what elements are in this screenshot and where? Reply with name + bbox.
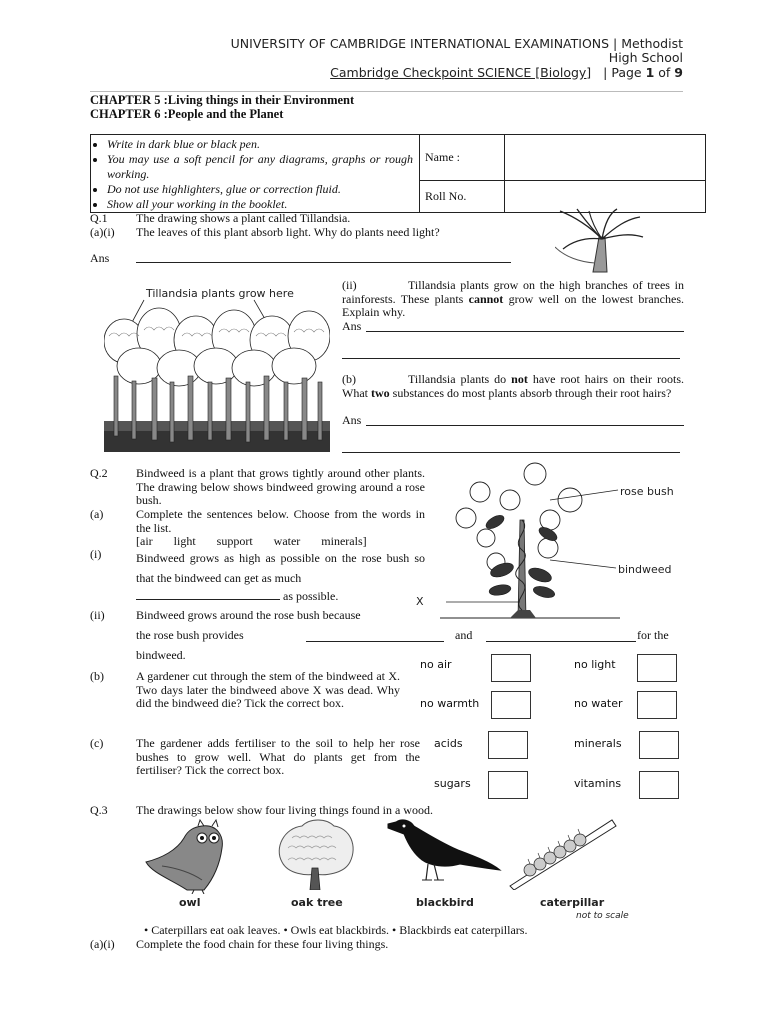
q2-word-list: [air light support water minerals] — [136, 534, 367, 548]
q1-ii-answer-line-1[interactable] — [366, 331, 684, 332]
tick-box-minerals[interactable] — [639, 731, 679, 759]
blackbird-drawing — [384, 816, 502, 888]
bindweed-label: bindweed — [618, 563, 672, 576]
q2-intro: Bindweed is a plant that grows tightly around other plants. The drawing below shows bindweed growing around a rose bush. — [136, 466, 425, 507]
q2-i-label: (i) — [90, 547, 102, 561]
q2-b-label: (b) — [90, 669, 104, 683]
instruction-item: • You may use a soft pencil for any diagrams, graphs or rough working. — [107, 152, 413, 182]
option-no-air: no air — [420, 658, 452, 671]
instruction-item: • Show all your working in the booklet. — [107, 197, 413, 212]
q3-intro: The drawings below show four living things found in a wood. — [136, 803, 433, 817]
q3-facts: • Caterpillars eat oak leaves. • Owls eat blackbirds. • Blackbirds eat caterpillars. — [144, 923, 528, 937]
q2-ii-blank-1[interactable] — [306, 641, 444, 642]
q2-ii-bindweed: bindweed. — [136, 648, 186, 662]
not-to-scale-note: not to scale — [576, 911, 629, 921]
q2-ii-for-the: for the — [637, 628, 669, 642]
instructions-list — [91, 135, 419, 212]
x-marker-label: X — [416, 595, 424, 608]
name-label: Name : — [425, 150, 460, 164]
name-field[interactable] — [505, 135, 705, 181]
q2-ii-and: and — [455, 628, 473, 642]
caterpillar-drawing — [508, 816, 618, 890]
name-label-cell — [420, 135, 505, 181]
option-no-water: no water — [574, 697, 623, 710]
oak-tree-label: oak tree — [291, 896, 343, 909]
option-sugars: sugars — [434, 777, 471, 790]
q1-b-answer-line-2[interactable] — [342, 452, 680, 453]
tick-box-no-air[interactable] — [491, 654, 531, 682]
tick-box-vitamins[interactable] — [639, 771, 679, 799]
q2-ii-blank-2[interactable] — [486, 641, 636, 642]
tick-box-no-light[interactable] — [637, 654, 677, 682]
q2-a-question: Complete the sentences below. Choose from the words in the list. — [136, 507, 425, 535]
header-line-2: High School — [608, 50, 683, 65]
q1-b-label: (b) — [342, 372, 356, 386]
chapter-6-title: CHAPTER 6 :People and the Planet — [90, 107, 284, 121]
q1-b-answer-line-1[interactable] — [366, 425, 684, 426]
q1-ii-question: Tillandsia plants grow on the high branches of trees in rainforests. These plants cannot grow well on the lowest branches. Explain why. — [342, 278, 684, 319]
instruction-item: • Write in dark blue or black pen. — [107, 137, 413, 152]
header-line-1: UNIVERSITY OF CAMBRIDGE INTERNATIONAL EXAMINATIONS | Methodist — [230, 36, 683, 51]
q2-ii-line-1-text: Bindweed grows around the rose bush because — [136, 608, 361, 622]
tillandsia-drawing — [555, 207, 645, 273]
option-minerals: minerals — [574, 737, 622, 750]
page-of: of — [654, 65, 675, 80]
q1-ans-label: Ans — [90, 251, 110, 265]
q2-i-blank[interactable] — [136, 588, 280, 600]
q3-ai-question: Complete the food chain for these four living things. — [136, 937, 389, 951]
q2-c-question: The gardener adds fertiliser to the soil to help her rose bushes to grow well. What do plants get from the fertiliser? Tick the correct box. — [136, 736, 420, 777]
blackbird-label: blackbird — [416, 896, 474, 909]
q1-ai-label: (a)(i) — [90, 225, 115, 239]
q1-ai-question: The leaves of this plant absorb light. Why do plants need light? — [136, 225, 440, 239]
q1-b-ans-label: Ans — [342, 413, 362, 427]
option-vitamins: vitamins — [574, 777, 622, 790]
tick-box-no-warmth[interactable] — [491, 691, 531, 719]
instruction-item: • Do not use highlighters, glue or correction fluid. — [107, 182, 413, 197]
q1-ii-label: (ii) — [342, 278, 357, 292]
q2-i-completion: as possible. — [136, 588, 338, 604]
q1-ai-answer-line[interactable] — [136, 262, 511, 263]
tick-box-sugars[interactable] — [488, 771, 528, 799]
header-divider — [90, 91, 683, 92]
tick-box-acids[interactable] — [488, 731, 528, 759]
owl-label: owl — [179, 896, 201, 909]
q2-c-label: (c) — [90, 736, 104, 750]
oak-tree-drawing — [274, 818, 356, 890]
q2-number: Q.2 — [90, 466, 108, 480]
caterpillar-label: caterpillar — [540, 896, 605, 909]
q3-number: Q.3 — [90, 803, 108, 817]
forest-caption: Tillandsia plants grow here — [146, 287, 294, 300]
header-line-3 — [128, 65, 683, 80]
rainforest-drawing — [104, 296, 330, 452]
q2-i-question: Bindweed grows as high as possible on the rose bush so that the bindweed can get as much — [136, 551, 425, 585]
roll-label-cell — [420, 181, 505, 212]
q3-ai-label: (a)(i) — [90, 937, 115, 951]
subject-title: Cambridge Checkpoint SCIENCE [Biology] — [330, 65, 592, 80]
q2-b-question: A gardener cut through the stem of the bindweed at X. Two days later the bindweed above X was dead. Why did the bindweed die? Tick the correct box. — [136, 669, 400, 710]
q1-intro: The drawing shows a plant called Tillandsia. — [136, 211, 351, 225]
owl-drawing — [142, 818, 237, 894]
instructions-cell — [91, 135, 420, 212]
page-total: 9 — [674, 65, 683, 80]
q2-ii-label: (ii) — [90, 608, 105, 622]
option-acids: acids — [434, 737, 463, 750]
q1-ii-ans-label: Ans — [342, 319, 362, 333]
q1-number: Q.1 — [90, 211, 108, 225]
q1-ii-answer-line-2[interactable] — [342, 358, 680, 359]
q2-ii-line-2-text: the rose bush provides — [136, 628, 244, 642]
chapter-5-title: CHAPTER 5 :Living things in their Environment — [90, 93, 355, 107]
rose-bush-drawing — [440, 460, 690, 620]
tick-box-no-water[interactable] — [637, 691, 677, 719]
option-no-warmth: no warmth — [420, 697, 480, 710]
page-number: 1 — [645, 65, 655, 80]
roll-number-label: Roll No. — [425, 189, 467, 203]
q2-a-label: (a) — [90, 507, 104, 521]
page-prefix: | Page — [603, 65, 646, 80]
instructions-table — [90, 134, 706, 213]
option-no-light: no light — [574, 658, 616, 671]
q1-b-question: Tillandsia plants do not have root hairs on their roots. What two substances do most plants absorb through their root hairs? — [342, 372, 684, 400]
rose-bush-label: rose bush — [620, 485, 674, 498]
